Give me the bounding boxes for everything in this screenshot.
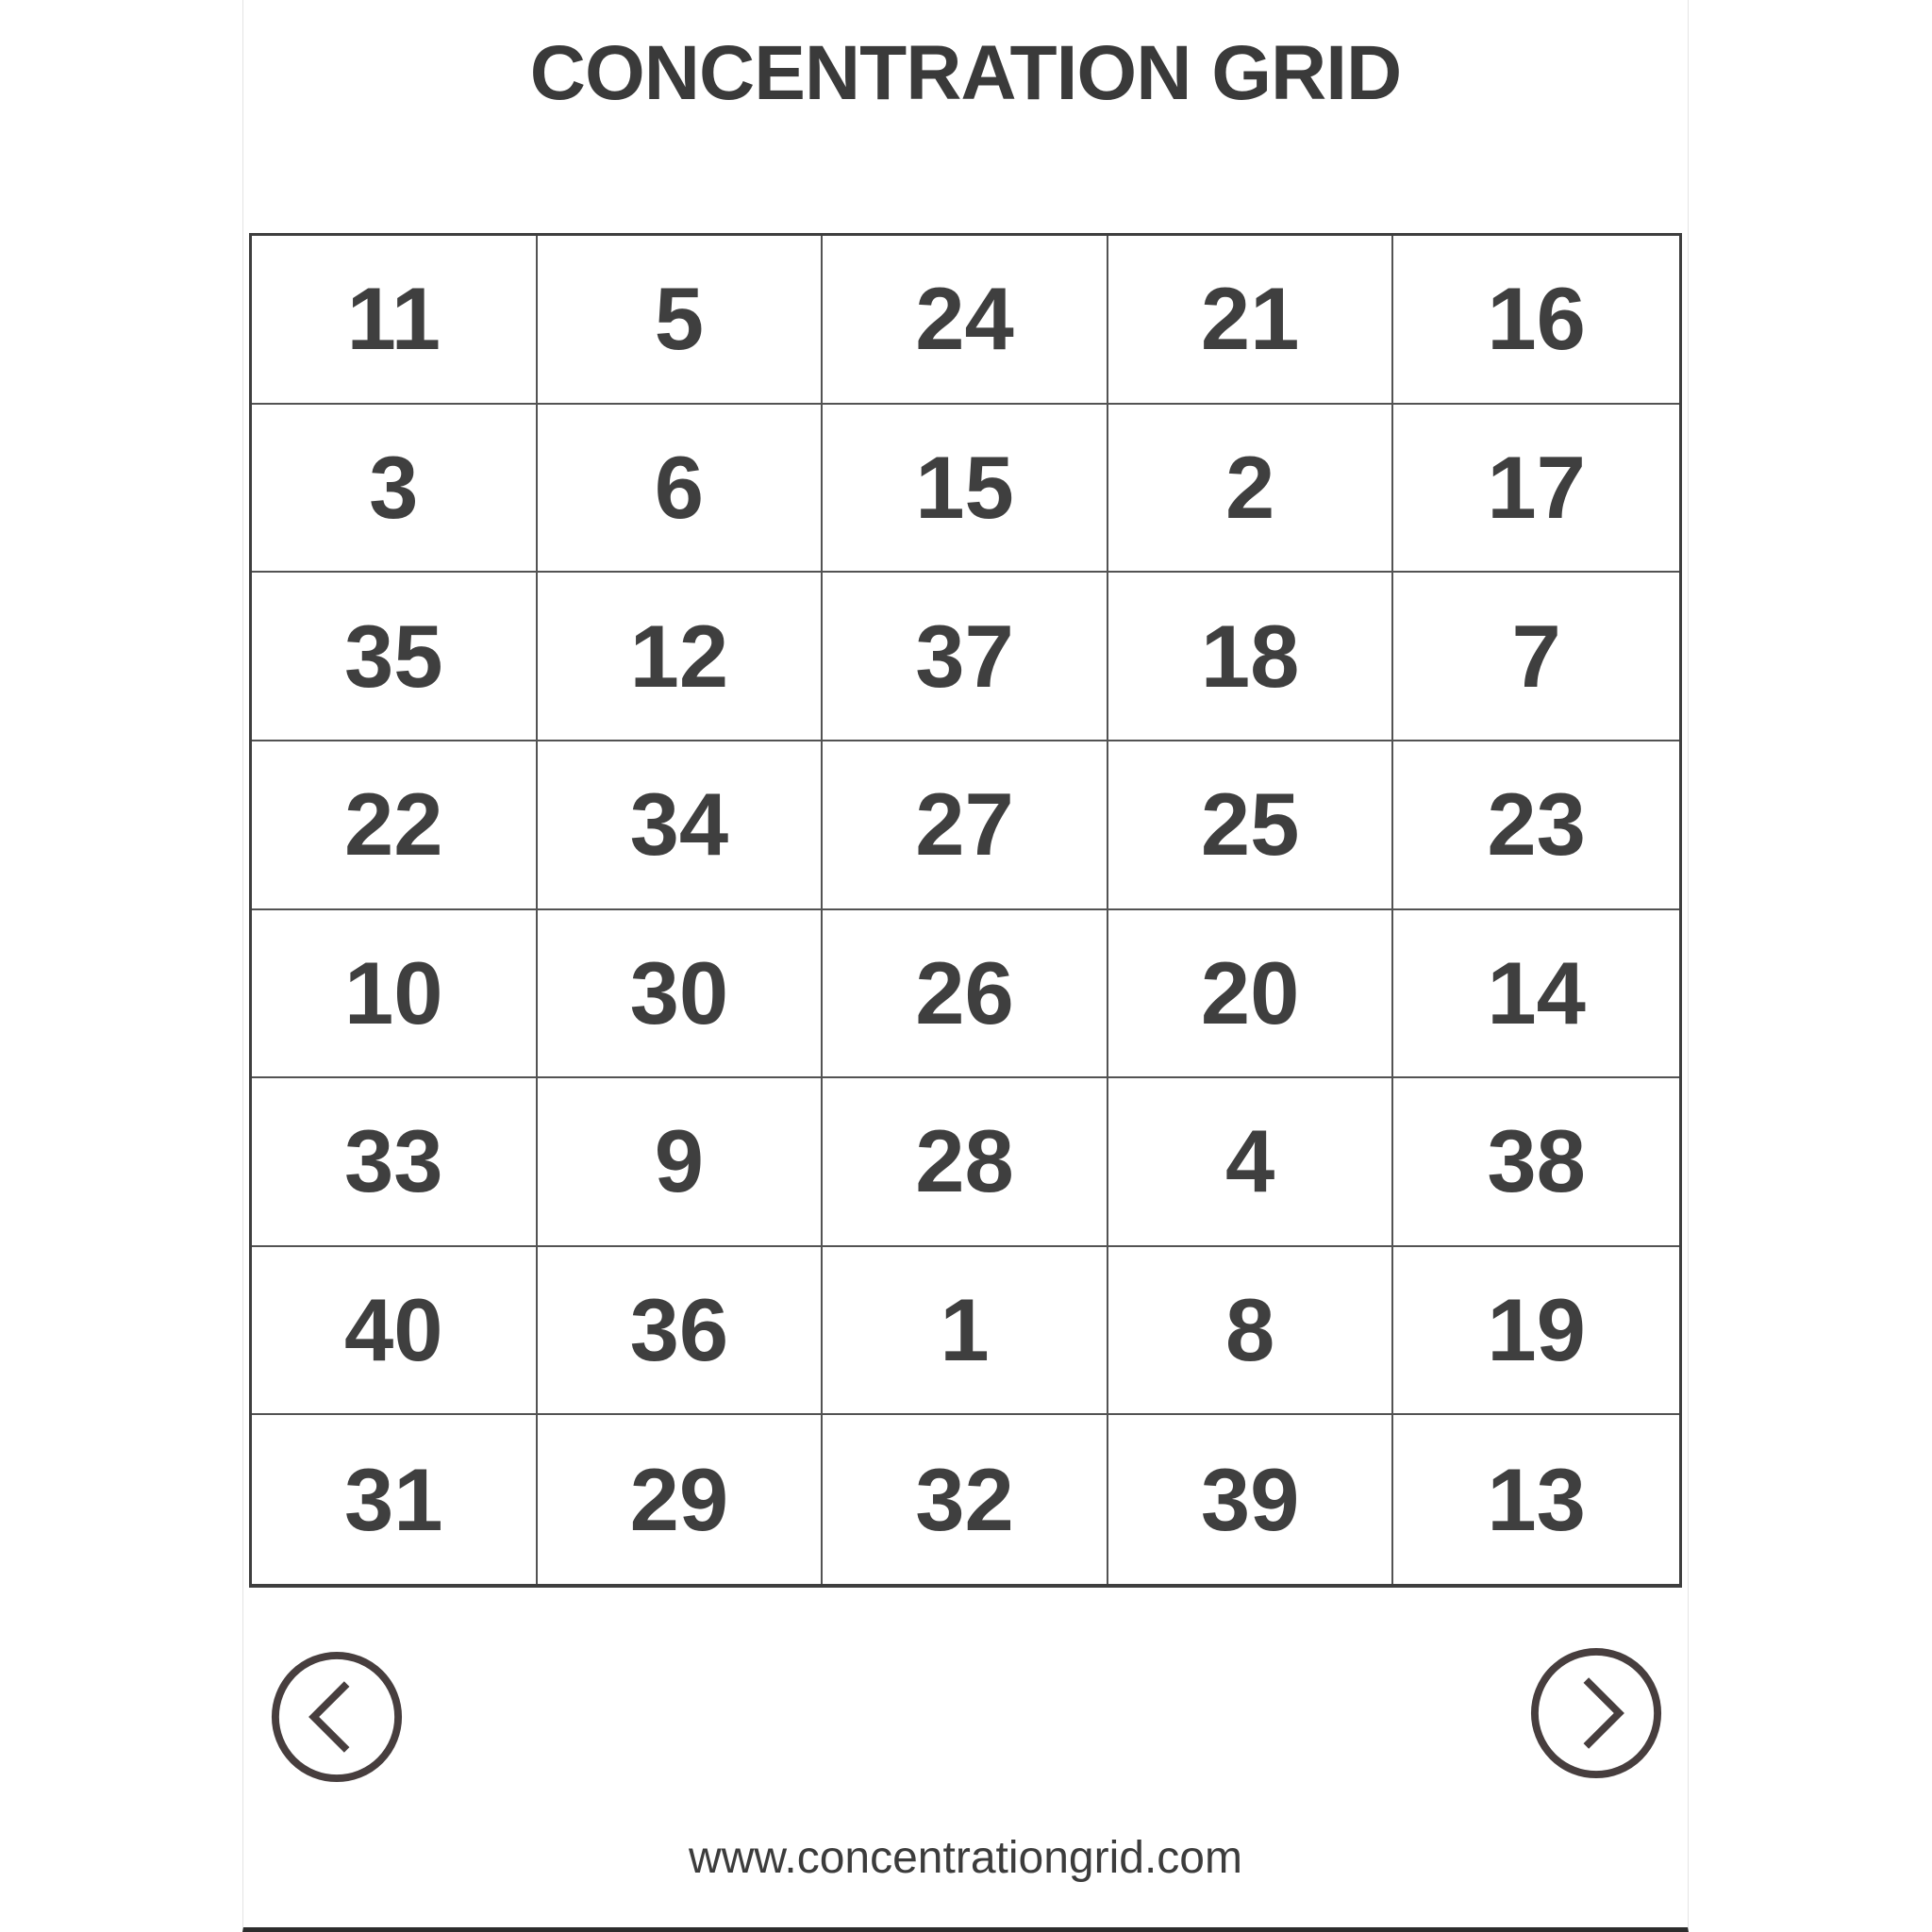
- grid-cell-r0c3[interactable]: 21: [1108, 236, 1394, 405]
- grid-cell-r7c1[interactable]: 29: [538, 1415, 824, 1584]
- grid-cell-r6c2[interactable]: 1: [823, 1247, 1108, 1416]
- grid-cell-r3c2[interactable]: 27: [823, 741, 1108, 910]
- grid-cell-r3c4[interactable]: 23: [1393, 741, 1679, 910]
- grid-cell-r4c0[interactable]: 10: [252, 910, 538, 1079]
- grid-cell-r5c1[interactable]: 9: [538, 1078, 824, 1247]
- grid-cell-r2c4[interactable]: 7: [1393, 573, 1679, 741]
- content-card: [242, 0, 1689, 1932]
- grid-cell-r0c2[interactable]: 24: [823, 236, 1108, 405]
- grid-cell-r7c2[interactable]: 32: [823, 1415, 1108, 1584]
- next-button[interactable]: [1527, 1644, 1665, 1782]
- grid-cell-r2c3[interactable]: 18: [1108, 573, 1394, 741]
- grid-cell-r4c4[interactable]: 14: [1393, 910, 1679, 1079]
- grid-cell-r1c1[interactable]: 6: [538, 405, 824, 574]
- grid-cell-r7c4[interactable]: 13: [1487, 1449, 1586, 1549]
- grid-cell-r4c3[interactable]: 20: [1108, 910, 1394, 1079]
- grid-cell-r5c4[interactable]: 38: [1393, 1078, 1679, 1247]
- grid-cell-r1c0[interactable]: 3: [252, 405, 538, 574]
- grid-cell-r5c0[interactable]: 33: [252, 1078, 538, 1247]
- grid-cell-r5c3[interactable]: 4: [1108, 1078, 1394, 1247]
- grid-cell-r4c2[interactable]: 26: [823, 910, 1108, 1079]
- chevron-left-circle-icon: [268, 1648, 406, 1786]
- grid-cell-r4c1[interactable]: 30: [538, 910, 824, 1079]
- grid-cell-r1c2[interactable]: 15: [823, 405, 1108, 574]
- grid-cell-r0c4[interactable]: 16: [1393, 236, 1679, 405]
- grid-cell-r2c1[interactable]: 12: [538, 573, 824, 741]
- grid-cell-r5c2[interactable]: 28: [823, 1078, 1108, 1247]
- grid-cell-r0c0[interactable]: 11: [252, 236, 538, 405]
- grid-cell-r2c2[interactable]: 37: [823, 573, 1108, 741]
- grid-cell-r7c0[interactable]: 31: [252, 1415, 538, 1584]
- grid-cell-r6c1[interactable]: 36: [538, 1247, 824, 1416]
- grid-cell-r6c0[interactable]: 40: [252, 1247, 538, 1416]
- footer-url: www.concentrationgrid.com: [689, 1833, 1242, 1883]
- concentration-grid: [249, 233, 1682, 1588]
- grid-cell-r1c3[interactable]: 2: [1108, 405, 1394, 574]
- grid-cell-r3c3[interactable]: 25: [1108, 741, 1394, 910]
- grid-cell-r7c3[interactable]: 39: [1108, 1415, 1394, 1584]
- grid-cell-r2c0[interactable]: 35: [252, 573, 538, 741]
- previous-button[interactable]: [268, 1648, 406, 1786]
- grid-cell-r6c3[interactable]: 8: [1108, 1247, 1394, 1416]
- grid-cell-r3c1[interactable]: 34: [538, 741, 824, 910]
- grid-cell-r6c4[interactable]: 19: [1393, 1247, 1679, 1416]
- grid-cell-r0c1[interactable]: 5: [538, 236, 824, 405]
- page-title: CONCENTRATION GRID: [529, 30, 1402, 116]
- grid-cell-r1c4[interactable]: 17: [1393, 405, 1679, 574]
- chevron-right-circle-icon: [1527, 1644, 1665, 1782]
- grid-cell-r3c0[interactable]: 22: [252, 741, 538, 910]
